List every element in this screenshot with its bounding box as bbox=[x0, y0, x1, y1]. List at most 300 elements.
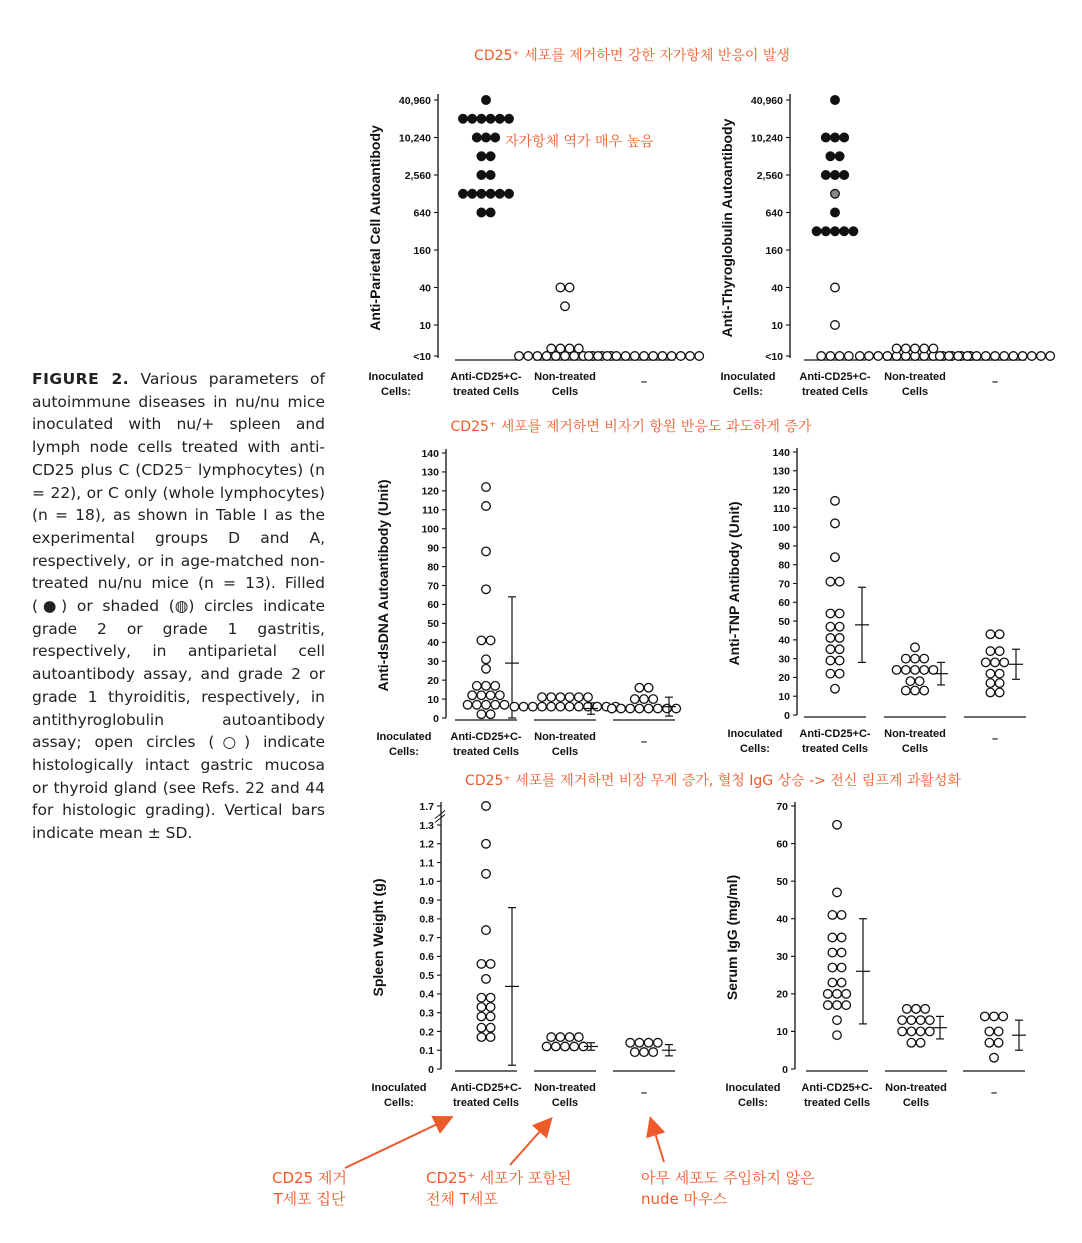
data-point bbox=[995, 647, 1004, 656]
category-label: Cells bbox=[551, 386, 579, 398]
data-point bbox=[486, 1012, 495, 1021]
data-point bbox=[640, 1048, 649, 1057]
data-point bbox=[677, 352, 686, 361]
y-tick-label: 10 bbox=[776, 1026, 788, 1039]
data-point bbox=[999, 1012, 1008, 1021]
data-point bbox=[649, 1048, 658, 1057]
data-point bbox=[482, 483, 491, 492]
data-point bbox=[635, 683, 644, 692]
data-point bbox=[828, 911, 837, 920]
data-point bbox=[608, 704, 617, 713]
data-point bbox=[1028, 352, 1037, 361]
y-tick-label: 640 bbox=[413, 207, 431, 220]
y-tick-label: 70 bbox=[778, 578, 790, 591]
arrow-group2 bbox=[510, 1120, 550, 1165]
data-point bbox=[486, 993, 495, 1002]
data-point bbox=[835, 577, 844, 586]
data-point bbox=[840, 227, 849, 236]
y-tick-label: 60 bbox=[427, 599, 439, 612]
data-point bbox=[920, 344, 929, 353]
y-tick-label: 30 bbox=[778, 653, 790, 666]
data-point bbox=[482, 96, 491, 105]
data-point bbox=[626, 704, 635, 713]
category-label: Non-treated bbox=[884, 371, 946, 383]
y-tick-label: 60 bbox=[778, 597, 790, 610]
y-tick-label: 2,560 bbox=[756, 169, 783, 182]
annotation-group1-line2: T세포 집단 bbox=[273, 1190, 346, 1208]
chart-panel-6 bbox=[724, 801, 1026, 1109]
data-point bbox=[995, 688, 1004, 697]
data-point bbox=[542, 1042, 551, 1051]
data-point bbox=[1046, 352, 1055, 361]
data-point bbox=[824, 990, 833, 999]
data-point bbox=[826, 656, 835, 665]
y-tick-label: 10,240 bbox=[750, 132, 783, 145]
data-point bbox=[831, 133, 840, 142]
y-tick-label: 40 bbox=[419, 282, 431, 295]
data-point bbox=[538, 702, 547, 711]
data-point bbox=[486, 171, 495, 180]
y-tick-label: 0.6 bbox=[419, 951, 434, 964]
data-point bbox=[482, 802, 491, 811]
data-point bbox=[833, 888, 842, 897]
y-tick-label: 1.0 bbox=[419, 876, 434, 889]
y-tick-label: 40 bbox=[771, 282, 783, 295]
data-point bbox=[575, 344, 584, 353]
category-label: treated Cells bbox=[801, 386, 869, 398]
x-prefix-label: Cells: bbox=[738, 1097, 768, 1109]
data-point bbox=[898, 1016, 907, 1025]
data-point bbox=[1037, 352, 1046, 361]
data-point bbox=[556, 1033, 565, 1042]
y-tick-label: 1.3 bbox=[419, 819, 434, 832]
category-label: Cells bbox=[901, 743, 929, 755]
y-tick-label: 10 bbox=[419, 319, 431, 332]
category-label: treated Cells bbox=[801, 743, 869, 755]
category-label: treated Cells bbox=[803, 1097, 871, 1109]
data-point bbox=[695, 352, 704, 361]
y-tick-label: 0.9 bbox=[419, 894, 434, 907]
y-tick-label: 90 bbox=[778, 540, 790, 553]
data-point bbox=[865, 352, 874, 361]
data-point bbox=[840, 171, 849, 180]
data-point bbox=[649, 352, 658, 361]
data-point bbox=[929, 344, 938, 353]
data-point bbox=[477, 710, 486, 719]
category-label: Non-treated bbox=[884, 728, 946, 740]
data-point bbox=[835, 645, 844, 654]
data-point bbox=[835, 152, 844, 161]
data-point bbox=[812, 227, 821, 236]
data-point bbox=[482, 700, 491, 709]
y-tick-label: 40,960 bbox=[398, 94, 431, 107]
data-point bbox=[831, 519, 840, 528]
data-point bbox=[892, 344, 901, 353]
data-point bbox=[635, 704, 644, 713]
data-point bbox=[982, 658, 991, 667]
data-point bbox=[837, 978, 846, 987]
data-point bbox=[907, 1027, 916, 1036]
data-point bbox=[986, 647, 995, 656]
y-tick-label: 640 bbox=[765, 207, 783, 220]
category-label: Anti-CD25+C- bbox=[450, 731, 522, 743]
data-point bbox=[986, 679, 995, 688]
data-point bbox=[667, 352, 676, 361]
data-point bbox=[649, 695, 658, 704]
data-point bbox=[565, 693, 574, 702]
data-point bbox=[491, 700, 500, 709]
data-point bbox=[828, 948, 837, 957]
data-point bbox=[826, 352, 835, 361]
data-point bbox=[644, 704, 653, 713]
x-prefix-label: Cells: bbox=[733, 386, 763, 398]
data-point bbox=[982, 352, 991, 361]
x-prefix-label: Cells: bbox=[384, 1097, 414, 1109]
data-point bbox=[926, 1027, 935, 1036]
data-point bbox=[831, 553, 840, 562]
data-point bbox=[468, 691, 477, 700]
data-point bbox=[547, 693, 556, 702]
x-prefix-label: Inoculated bbox=[371, 1082, 427, 1094]
y-tick-label: 40 bbox=[776, 913, 788, 926]
data-point bbox=[468, 189, 477, 198]
data-point bbox=[985, 1027, 994, 1036]
data-point bbox=[635, 1038, 644, 1047]
data-point bbox=[473, 133, 482, 142]
data-point bbox=[986, 630, 995, 639]
data-point bbox=[826, 669, 835, 678]
data-point bbox=[903, 1005, 912, 1014]
y-tick-label: 0 bbox=[782, 1063, 788, 1076]
data-point bbox=[477, 691, 486, 700]
figure-caption bbox=[32, 368, 325, 845]
data-point bbox=[459, 189, 468, 198]
y-tick-label: 10 bbox=[778, 691, 790, 704]
data-point bbox=[477, 208, 486, 217]
data-point bbox=[515, 352, 524, 361]
y-tick-label: 0.4 bbox=[419, 988, 434, 1001]
y-tick-label: 1.7 bbox=[419, 800, 434, 813]
category-label: treated Cells bbox=[452, 746, 520, 758]
data-point bbox=[920, 654, 929, 663]
y-tick-label: 50 bbox=[427, 618, 439, 631]
data-point bbox=[575, 702, 584, 711]
data-point bbox=[556, 693, 565, 702]
data-point bbox=[486, 114, 495, 123]
data-point bbox=[833, 1031, 842, 1040]
data-point bbox=[640, 695, 649, 704]
data-point bbox=[945, 352, 954, 361]
y-tick-label: 160 bbox=[765, 244, 783, 257]
data-point bbox=[835, 352, 844, 361]
x-prefix-label: Inoculated bbox=[368, 371, 424, 383]
data-point bbox=[631, 695, 640, 704]
y-tick-label: 130 bbox=[772, 465, 790, 478]
data-point bbox=[505, 114, 514, 123]
y-tick-label: 0.1 bbox=[419, 1045, 434, 1058]
data-point bbox=[822, 227, 831, 236]
data-point bbox=[835, 634, 844, 643]
y-tick-label: 10 bbox=[771, 319, 783, 332]
data-point bbox=[486, 1033, 495, 1042]
data-point bbox=[477, 993, 486, 1002]
data-point bbox=[473, 700, 482, 709]
data-point bbox=[510, 702, 519, 711]
data-point bbox=[459, 114, 468, 123]
y-tick-label: 110 bbox=[773, 503, 790, 516]
x-prefix-label: Inoculated bbox=[376, 731, 432, 743]
data-point bbox=[1000, 658, 1009, 667]
data-point bbox=[831, 321, 840, 330]
data-point bbox=[565, 1033, 574, 1042]
y-tick-label: 70 bbox=[776, 800, 788, 813]
category-label: Non-treated bbox=[534, 1082, 596, 1094]
category-label: – bbox=[640, 1087, 648, 1099]
data-point bbox=[994, 1027, 1003, 1036]
data-point bbox=[907, 1016, 916, 1025]
data-point bbox=[856, 352, 865, 361]
annotation-row3: CD25⁺ 세포를 제거하면 비장 무게 증가, 혈청 IgG 상승 -> 전신 림프계 과활성화 bbox=[465, 773, 961, 789]
data-point bbox=[658, 352, 667, 361]
data-point bbox=[686, 352, 695, 361]
data-point bbox=[482, 547, 491, 556]
category-label: Non-treated bbox=[885, 1082, 947, 1094]
x-prefix-label: Cells: bbox=[381, 386, 411, 398]
data-point bbox=[486, 1003, 495, 1012]
data-point bbox=[486, 189, 495, 198]
y-tick-label: 110 bbox=[422, 504, 439, 517]
data-point bbox=[921, 1005, 930, 1014]
data-point bbox=[912, 1005, 921, 1014]
category-label: Anti-CD25+C- bbox=[450, 371, 522, 383]
y-tick-label: 80 bbox=[427, 561, 439, 574]
data-point bbox=[986, 669, 995, 678]
data-point bbox=[556, 702, 565, 711]
data-point bbox=[831, 497, 840, 506]
data-point bbox=[849, 227, 858, 236]
y-tick-label: 10,240 bbox=[398, 132, 431, 145]
data-point bbox=[902, 666, 911, 675]
y-tick-label: 1.2 bbox=[419, 838, 434, 851]
category-label: Cells bbox=[551, 1097, 579, 1109]
y-tick-label: 0.7 bbox=[419, 932, 434, 945]
y-tick-label: 0.3 bbox=[419, 1007, 434, 1020]
category-label: Cells bbox=[901, 386, 929, 398]
axis-break-mark bbox=[435, 811, 445, 823]
category-label: Anti-CD25+C- bbox=[799, 371, 871, 383]
y-tick-label: 80 bbox=[778, 559, 790, 572]
data-point bbox=[491, 133, 500, 142]
category-label: Non-treated bbox=[534, 371, 596, 383]
data-point bbox=[552, 1042, 561, 1051]
data-point bbox=[831, 227, 840, 236]
data-point bbox=[473, 682, 482, 691]
data-point bbox=[826, 577, 835, 586]
data-point bbox=[995, 669, 1004, 678]
data-point bbox=[990, 1053, 999, 1062]
y-tick-label: 30 bbox=[776, 951, 788, 964]
data-point bbox=[824, 1001, 833, 1010]
data-point bbox=[486, 710, 495, 719]
data-point bbox=[575, 693, 584, 702]
category-label: Cells bbox=[551, 746, 579, 758]
y-tick-label: 2,560 bbox=[404, 169, 431, 182]
data-point bbox=[1018, 352, 1027, 361]
data-point bbox=[828, 963, 837, 972]
data-point bbox=[496, 691, 505, 700]
data-point bbox=[565, 344, 574, 353]
y-axis-title: Anti-Parietal Cell Autoantibody bbox=[367, 125, 383, 331]
data-point bbox=[833, 990, 842, 999]
data-point bbox=[482, 133, 491, 142]
data-point bbox=[898, 1027, 907, 1036]
data-point bbox=[837, 963, 846, 972]
data-point bbox=[547, 1033, 556, 1042]
y-tick-label: 140 bbox=[421, 447, 439, 460]
category-label: Anti-CD25+C- bbox=[450, 1082, 522, 1094]
category-label: – bbox=[640, 736, 648, 748]
data-point bbox=[482, 664, 491, 673]
category-label: treated Cells bbox=[452, 386, 520, 398]
data-point bbox=[575, 1033, 584, 1042]
caption-label: FIGURE 2. bbox=[32, 370, 130, 388]
y-tick-label: 40,960 bbox=[750, 94, 783, 107]
data-point bbox=[477, 171, 486, 180]
data-point bbox=[902, 654, 911, 663]
data-point bbox=[561, 1042, 570, 1051]
data-point bbox=[995, 630, 1004, 639]
data-point bbox=[826, 152, 835, 161]
arrow-group1 bbox=[345, 1118, 450, 1168]
data-point bbox=[631, 352, 640, 361]
y-tick-label: 140 bbox=[772, 446, 790, 459]
data-point bbox=[831, 96, 840, 105]
data-point bbox=[486, 208, 495, 217]
data-point bbox=[842, 990, 851, 999]
arrow-group3 bbox=[651, 1120, 664, 1162]
annotation-group3 bbox=[641, 1168, 815, 1210]
data-point bbox=[902, 344, 911, 353]
y-tick-label: 30 bbox=[427, 656, 439, 669]
data-point bbox=[477, 1003, 486, 1012]
data-point bbox=[529, 702, 538, 711]
data-point bbox=[519, 702, 528, 711]
category-label: Anti-CD25+C- bbox=[799, 728, 871, 740]
data-point bbox=[477, 114, 486, 123]
data-point bbox=[570, 1042, 579, 1051]
y-axis-title: Spleen Weight (g) bbox=[370, 878, 386, 997]
x-prefix-label: Cells: bbox=[389, 746, 419, 758]
data-point bbox=[833, 820, 842, 829]
data-point bbox=[911, 654, 920, 663]
data-point bbox=[672, 704, 681, 713]
data-point bbox=[826, 634, 835, 643]
data-point bbox=[826, 645, 835, 654]
data-point bbox=[828, 933, 837, 942]
y-tick-label: 40 bbox=[427, 637, 439, 650]
y-axis-title: Anti-TNP Antibody (Unit) bbox=[726, 501, 742, 666]
y-tick-label: 20 bbox=[427, 674, 439, 687]
data-point bbox=[482, 839, 491, 848]
x-prefix-label: Cells: bbox=[740, 743, 770, 755]
y-tick-label: 0 bbox=[428, 1063, 434, 1076]
data-point bbox=[640, 352, 649, 361]
x-prefix-label: Inoculated bbox=[725, 1082, 781, 1094]
data-point bbox=[496, 114, 505, 123]
data-point bbox=[477, 152, 486, 161]
data-point bbox=[911, 686, 920, 695]
y-tick-label: 90 bbox=[427, 542, 439, 555]
y-tick-label: 10 bbox=[427, 693, 439, 706]
data-point bbox=[524, 352, 533, 361]
data-point bbox=[906, 677, 915, 686]
data-point bbox=[617, 704, 626, 713]
data-point bbox=[907, 1038, 916, 1047]
data-point bbox=[874, 352, 883, 361]
data-point bbox=[612, 352, 621, 361]
data-point bbox=[584, 693, 593, 702]
data-point bbox=[831, 171, 840, 180]
data-point bbox=[835, 622, 844, 631]
y-tick-label: 120 bbox=[421, 485, 439, 498]
data-point bbox=[621, 352, 630, 361]
category-label: – bbox=[990, 1087, 998, 1099]
data-point bbox=[842, 1001, 851, 1010]
data-point bbox=[663, 704, 672, 713]
data-point bbox=[463, 700, 472, 709]
data-point bbox=[505, 189, 514, 198]
data-point bbox=[920, 686, 929, 695]
data-point bbox=[902, 686, 911, 695]
annotation-group3-line2: nude 마우스 bbox=[641, 1190, 728, 1208]
y-tick-label: 1.1 bbox=[419, 857, 434, 870]
data-point bbox=[991, 352, 1000, 361]
data-point bbox=[482, 926, 491, 935]
data-point bbox=[654, 704, 663, 713]
data-point bbox=[911, 643, 920, 652]
data-point bbox=[837, 948, 846, 957]
y-tick-label: 0.5 bbox=[419, 969, 434, 982]
data-point bbox=[963, 352, 972, 361]
data-point bbox=[468, 114, 477, 123]
annotation-group1-line1: CD25 제거 bbox=[272, 1169, 347, 1187]
y-tick-label: 0 bbox=[784, 709, 790, 722]
data-point bbox=[833, 1016, 842, 1025]
y-tick-label: 0.8 bbox=[419, 913, 434, 926]
data-point bbox=[892, 666, 901, 675]
data-point bbox=[565, 283, 574, 292]
category-label: – bbox=[640, 376, 648, 388]
data-point bbox=[822, 171, 831, 180]
data-point bbox=[833, 1001, 842, 1010]
y-tick-label: <10 bbox=[765, 350, 783, 363]
y-tick-label: 160 bbox=[413, 244, 431, 257]
data-point bbox=[593, 702, 602, 711]
data-point bbox=[837, 933, 846, 942]
data-point bbox=[547, 344, 556, 353]
category-label: Cells bbox=[902, 1097, 930, 1109]
y-tick-label: 100 bbox=[772, 521, 790, 534]
data-point bbox=[831, 189, 840, 198]
data-point bbox=[486, 1023, 495, 1032]
data-point bbox=[585, 352, 594, 361]
data-point bbox=[817, 352, 826, 361]
data-point bbox=[477, 1033, 486, 1042]
data-point bbox=[565, 702, 574, 711]
data-point bbox=[482, 585, 491, 594]
data-point bbox=[831, 208, 840, 217]
data-point bbox=[883, 352, 892, 361]
